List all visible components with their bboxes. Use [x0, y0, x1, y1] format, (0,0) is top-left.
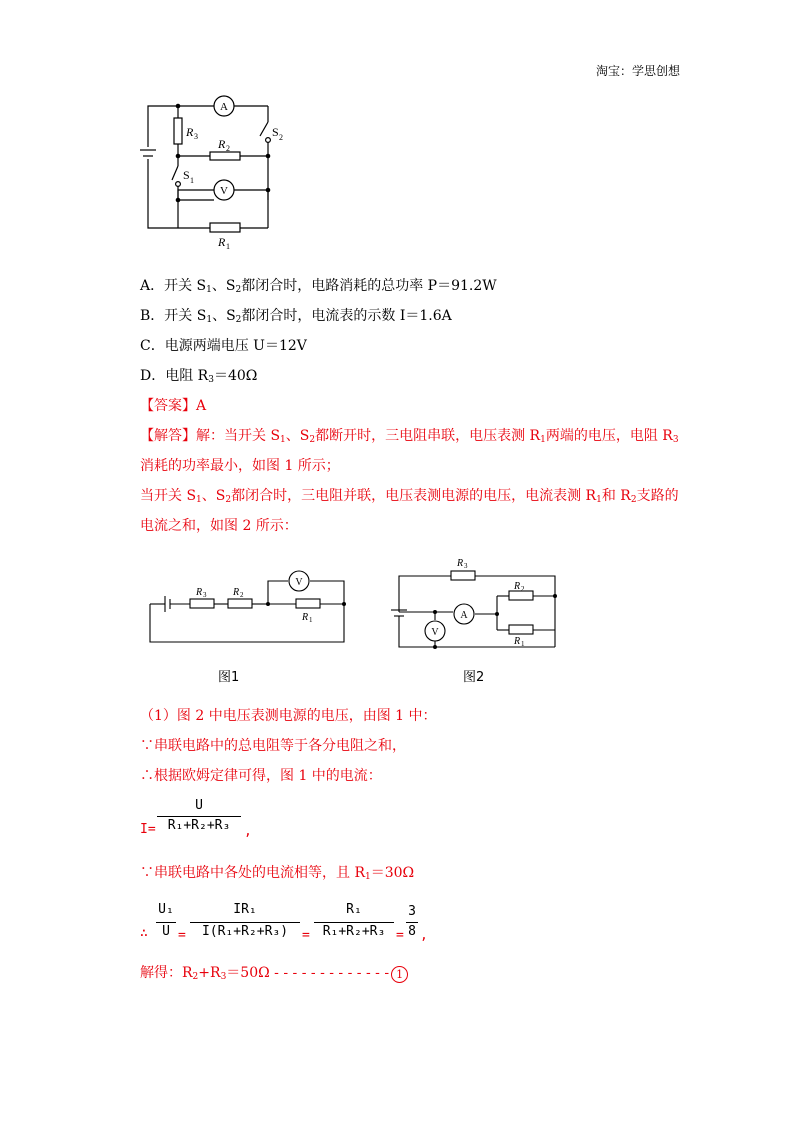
- svg-text:V: V: [295, 577, 303, 588]
- svg-text:R: R: [514, 636, 521, 647]
- svg-text:2: 2: [240, 591, 244, 599]
- figure-2-caption: 图2: [463, 670, 485, 685]
- svg-text:R: R: [218, 235, 226, 249]
- svg-text:1: 1: [521, 640, 525, 648]
- svg-text:3: 3: [464, 562, 468, 570]
- analysis-line-3: 当开关 $S_1$、$S_2$都闭合时，三电阻并联，电压表测电源的电压，电流表测 $R_1$和 $R_2$支路的: [140, 488, 679, 505]
- formula-ratio: ∴ U₁ U = IR₁ I(R₁+R₂+R₃) = R₁ R₁+R₂+R₃ = 3 8 ,: [140, 902, 428, 943]
- svg-text:R: R: [302, 612, 309, 623]
- step-5: 解得：$R_2+R_3=50\Omega$ - - - - - - - - - - - - - 1: [140, 964, 408, 986]
- step-4: ∵串联电路中各处的电流相等，且 $R_1=30\Omega$: [140, 865, 415, 882]
- analysis-line-4: 电流之和，如图 2 所示：: [140, 518, 298, 534]
- svg-text:S: S: [183, 168, 190, 182]
- svg-text:S: S: [272, 125, 279, 139]
- svg-text:A: A: [460, 610, 468, 621]
- svg-text:R: R: [457, 558, 464, 569]
- svg-text:3: 3: [194, 132, 198, 141]
- circuit-figure-2: [385, 552, 565, 654]
- step-1: （1）图 2 中电压表测电源的电压，由图 1 中：: [140, 708, 437, 724]
- formula-current: I= U R₁+R₂+R₃ ,: [140, 798, 252, 839]
- option-a: A．开关 $S_1$、$S_2$都闭合时，电路消耗的总功率 P＝91.2W: [140, 278, 497, 295]
- header-shop: 淘宝：学思创想: [596, 64, 681, 78]
- svg-text:V: V: [431, 627, 439, 638]
- svg-text:2: 2: [226, 144, 230, 153]
- svg-text:1: 1: [226, 242, 230, 251]
- answer-label: 【答案】A: [140, 398, 207, 414]
- svg-text:3: 3: [203, 591, 207, 599]
- circuit-figure-1: [140, 568, 355, 652]
- circuit-diagram-main: [130, 92, 290, 252]
- figure-1-caption: 图1: [218, 670, 240, 685]
- voltmeter-label: V: [220, 185, 228, 197]
- analysis-line-2: 消耗的功率最小，如图 1 所示；: [140, 458, 340, 474]
- circled-number: 1: [391, 966, 408, 983]
- svg-text:R: R: [218, 137, 226, 151]
- option-d: D．电阻 $R_3=40\Omega$: [140, 368, 258, 385]
- svg-text:2: 2: [521, 585, 525, 593]
- option-c: C．电源两端电压 U＝12V: [140, 338, 307, 354]
- step-2: ∵串联电路中的总电阻等于各分电阻之和，: [140, 738, 406, 754]
- option-b: B．开关 $S_1$、$S_2$都闭合时，电流表的示数 I＝1.6A: [140, 308, 452, 325]
- analysis-line-1: 【解答】解：当开关 $S_1$、$S_2$都断开时，三电阻串联，电压表测 $R_1$两端的电压，电阻 $R_3$: [140, 428, 679, 445]
- svg-text:1: 1: [309, 616, 313, 624]
- svg-text:R: R: [233, 587, 240, 598]
- svg-text:2: 2: [279, 133, 283, 142]
- svg-text:R: R: [514, 581, 521, 592]
- svg-text:R: R: [186, 125, 194, 139]
- svg-text:R: R: [196, 587, 203, 598]
- svg-text:1: 1: [190, 176, 194, 185]
- step-3: ∴根据欧姆定律可得，图 1 中的电流：: [140, 768, 382, 784]
- ammeter-label: A: [220, 101, 228, 113]
